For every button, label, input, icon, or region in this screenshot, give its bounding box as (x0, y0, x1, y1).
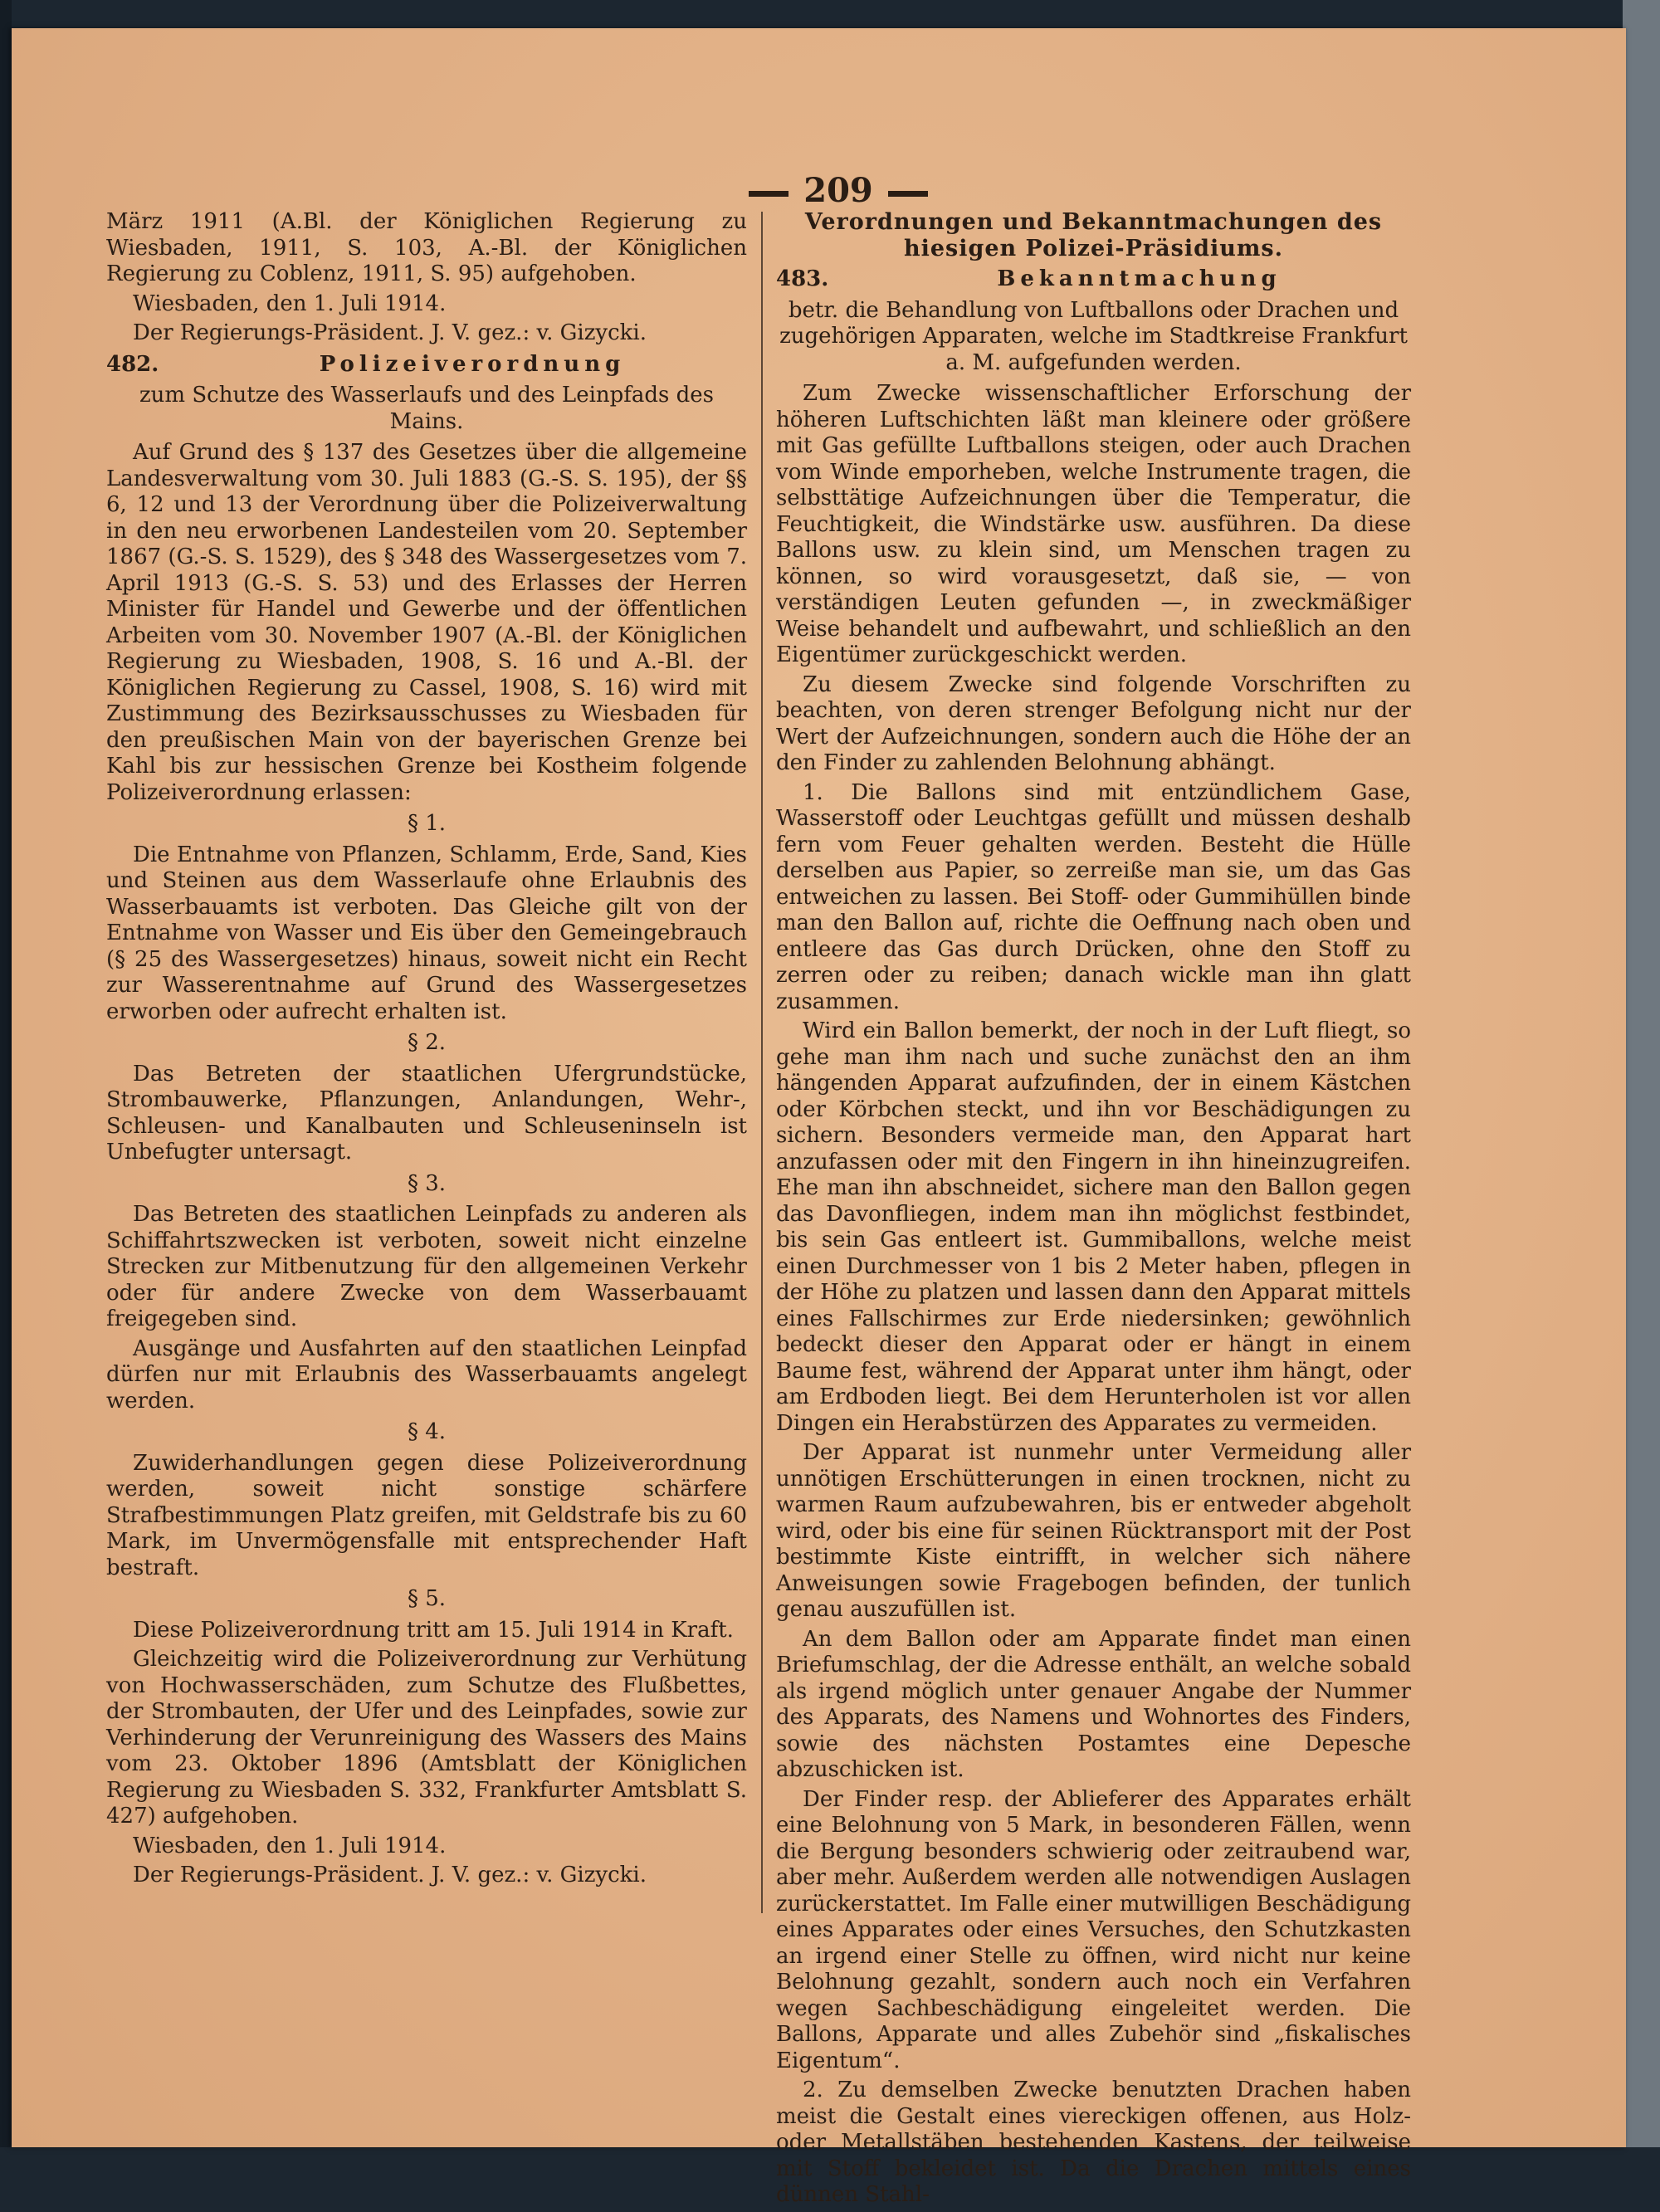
section-5-text-2: Gleichzeitig wird die Polizeiverordnung zur Verhütung von Hochwasserschäden, zum Schutze des Flußbettes, der Strombauten, der Ufer und des Leinpfades, sowie zur Verhinderung der Verunreinigung des Wassers des Mains vom 23. Oktober 1896 (Amtsblatt der Königlichen Regierung zu Wiesbaden S. 332, Frankfurter Amtsblatt S. 427) aufgehoben. (106, 1647, 747, 1829)
section-5-text: Diese Polizeiverordnung tritt am 15. Juli 1914 in Kraft. (133, 1617, 734, 1643)
date-line-1: Wiesbaden, den 1. Juli 1914. (133, 291, 447, 316)
background-edge (1623, 0, 1660, 2147)
section-4-head: § 4. (407, 1419, 447, 1444)
section-4-text: Zuwiderhandlungen gegen diese Polizeiverordnung werden, soweit nicht sonstige schärfere Strafbestimmungen Platz greifen, mit Geldstrafe bis zu 60 Mark, im Unvermögensfalle mit entsprechender Haft bestraft. (106, 1450, 747, 1580)
notice-title: Bekanntmachung (997, 266, 1282, 291)
ordinance-preamble: Auf Grund des § 137 des Gesetzes über die allgemeine Landesverwaltung vom 30. Juli 1883 (G.-S. S. 195), der §§ 6, 12 und 13 der Verordnung über die Polizeiverwaltung in den neu erworbenen Landesteilen vom 20. September 1867 (G.-S. S. 1529), des § 348 des Wassergesetzes vom 7. April 1913 (G.-S. S. 53) und des Erlasses der Herren Minister für Handel und Gewerbe und der öffentlichen Arbeiten vom 30. November 1907 (A.-Bl. der Königlichen Regierung zu Wiesbaden, 1908, S. 16 und A.-Bl. der Königlichen Regierung zu Cassel, 1908, S. 16) wird mit Zustimmung des Bezirksausschusses zu Wiesbaden für den preußischen Main von der bayerischen Grenze bei Kahl bis zur hessischen Grenze bei Kostheim folgende Polizeiverordnung erlassen: (106, 440, 748, 805)
section-1-head: § 1. (407, 811, 447, 836)
intro-text: März 1911 (A.Bl. der Königlichen Regierung zu Wiesbaden, 1911, S. 103, A.-Bl. der Königlichen Regierung zu Coblenz, 1911, S. 95) aufgehoben. (106, 209, 747, 286)
right-column (776, 209, 1411, 2212)
left-column (106, 209, 747, 1892)
column-divider (761, 212, 763, 1913)
notice-paragraph-7: Der Finder resp. der Ablieferer des Apparates erhält eine Belohnung von 5 Mark, in besonderen Fällen, wenn die Bergung besonders schwierig oder zeitraubend war, aber mehr. Außerdem werden alle notwendigen Auslagen zurückerstattet. Im Falle einer mutwilligen Beschädigung eines Apparates oder eines Versuches, den Schutzkasten an irgend einer Stelle zu öffnen, wird nicht nur keine Belohnung gezahlt, sondern auch noch ein Verfahren wegen Sachbeschädigung eingeleitet werden. Die Ballons, Apparate und alles Zubehör sind „fiskalisches Eigentum“. (776, 1786, 1411, 2073)
notice-paragraph-6: An dem Ballon oder am Apparate findet man einen Briefumschlag, der die Adresse enthält, an welche sobald als irgend möglich unter genauer Angabe der Nummer des Apparats, des Namens und Wohnortes des Finders, sowie des nächsten Postamtes eine Depesche abzuschicken ist. (776, 1626, 1411, 1782)
ordinance-number: 482. (106, 351, 159, 377)
section-3-text: Das Betreten des staatlichen Leinpfads zu anderen als Schiffahrtszwecken ist verboten, soweit nicht einzelne Strecken zur Mitbenutzung für den allgemeinen Verkehr oder für andere Zwecke von dem Wasserbauamt freigegeben sind. (106, 1202, 747, 1331)
page-number-text: 209 (803, 171, 873, 210)
notice-paragraph-2: Zu diesem Zwecke sind folgende Vorschriften zu beachten, von deren strenger Befolgung nicht nur der Wert der Aufzeichnungen, sondern auch die Höhe der an den Finder zu zahlenden Belohnung abhängt. (776, 671, 1411, 775)
notice-paragraph-5: Der Apparat ist nunmehr unter Vermeidung aller unnötigen Erschütterungen in einen trocknen, nicht zu warmen Raum aufzubewahren, bis er entweder abgeholt wird, oder bis eine für seinen Rücktransport mit der Post bestimmte Kiste eintrifft, in welcher sich nähere Anweisungen sowie Fragebogen befinden, der tunlich genau auszufüllen ist. (776, 1440, 1411, 1622)
notice-paragraph-3: 1. Die Ballons sind mit entzündlichem Gase, Wasserstoff oder Leuchtgas gefüllt und müssen deshalb fern vom Feuer gehalten werden. Besteht die Hülle derselben aus Papier, so zerreiße man sie, um das Gas entweichen zu lassen. Bei Stoff- oder Gummihüllen binde man den Ballon auf, richte die Oeffnung nach oben und entleere das Gas durch Drücken, ohne den Stoff zu zerren oder zu reiben; danach wickle man ihn glatt zusammen. (776, 779, 1411, 1014)
section-5-head: § 5. (407, 1586, 447, 1611)
notice-paragraph-1: Zum Zwecke wissenschaftlicher Erforschung der höheren Luftschichten läßt man kleinere oder größere mit Gas gefüllte Luftballons steigen, oder auch Drachen vom Winde emporheben, welche Instrumente tragen, die selbsttätige Aufzeichnungen über die Temperatur, die Feuchtigkeit, die Windstärke usw. ausführen. Da diese Ballons usw. zu klein sind, um Menschen tragen zu können, so wird vorausgesetzt, daß sie, — von verständigen Leuten gefunden —, in zweckmäßiger Weise behandelt und aufbewahrt, und schließlich an den Eigentümer zurückgeschickt werden. (776, 381, 1411, 667)
notice-subtitle: betr. die Behandlung von Luftballons oder Drachen und zugehörigen Apparaten, welche im Stadtkreise Frankfurt a. M. aufgefunden werden. (779, 297, 1408, 375)
signature-2: Der Regierungs-Präsident. J. V. gez.: v. Gizycki. (133, 1863, 647, 1887)
signature-1: Der Regierungs-Präsident. J. V. gez.: v. Gizycki. (133, 320, 647, 345)
dash-right (888, 191, 928, 197)
ordinance-header (106, 352, 747, 378)
notice-paragraph-8: 2. Zu demselben Zwecke benutzten Drachen haben meist die Gestalt eines viereckigen offenen, aus Holz- oder Metallstäben bestehenden Kastens, der teilweise mit Stoff bekleidet ist. Da die Drachen mittels eines dünnen Stahl- (776, 2078, 1411, 2207)
notice-number: 483. (776, 266, 829, 291)
section-2-text: Das Betreten der staatlichen Ufergrundstücke, Strombauwerke, Pflanzungen, Anlandungen, Wehr-, Schleusen- und Kanalbauten und Schleuseninseln ist Unbefugter untersagt. (106, 1061, 747, 1165)
section-1-text: Die Entnahme von Pflanzen, Schlamm, Erde, Sand, Kies und Steinen aus dem Wasserlaufe ohne Erlaubnis des Wasserbauamts ist verboten. Das Gleiche gilt von der Entnahme von Wasser und Eis über den Gemeingebrauch (§ 25 des Wassergesetzes) hinaus, soweit nicht ein Recht zur Wasserentnahme auf Grund des Wassergesetzes erworben oder aufrecht erhalten ist. (106, 842, 747, 1024)
ordinance-subtitle: zum Schutze des Wasserlaufs und des Leinpfads des Mains. (139, 383, 715, 434)
section-3-text-2: Ausgänge und Ausfahrten auf den staatlichen Leinpfad dürfen nur mit Erlaubnis des Wasserbauamts angelegt werden. (106, 1336, 747, 1414)
ordinance-title: Polizeiverordnung (319, 351, 626, 377)
book-binding (0, 0, 12, 2147)
right-heading: Verordnungen und Bekanntmachungen des hiesigen Polizei-Präsidiums. (804, 209, 1383, 261)
dash-left (749, 191, 788, 197)
notice-paragraph-4: Wird ein Ballon bemerkt, der noch in der Luft fliegt, so gehe man ihm nach und suche zunächst den an ihm hängenden Apparat aufzufinden, der in einem Kästchen oder Körbchen steckt, und ihn vor Beschädigungen zu sichern. Besonders vermeide man, den Apparat hart anzufassen oder mit den Fingern in ihn hineinzugreifen. Ehe man ihn abschneidet, sichere man den Ballon gegen das Davonfliegen, indem man ihn möglichst festbindet, bis sein Gas entleert ist. Gummiballons, welche meist einen Durchmesser von 1 bis 2 Meter haben, pflegen in der Höhe zu platzen und lassen dann den Apparat mittels eines Fallschirmes zur Erde niedersinken; gewöhnlich bedeckt dieser den Apparat oder er hängt in einem Baume fest, während der Apparat unter ihm hängt, oder am Erdboden liegt. Bei dem Herunterholen ist vor allen Dingen ein Herabstürzen des Apparates zu vermeiden. (776, 1018, 1411, 1436)
notice-header (776, 266, 1411, 293)
date-line-2: Wiesbaden, den 1. Juli 1914. (133, 1833, 447, 1858)
section-3-head: § 3. (407, 1170, 447, 1196)
section-2-head: § 2. (407, 1030, 447, 1055)
